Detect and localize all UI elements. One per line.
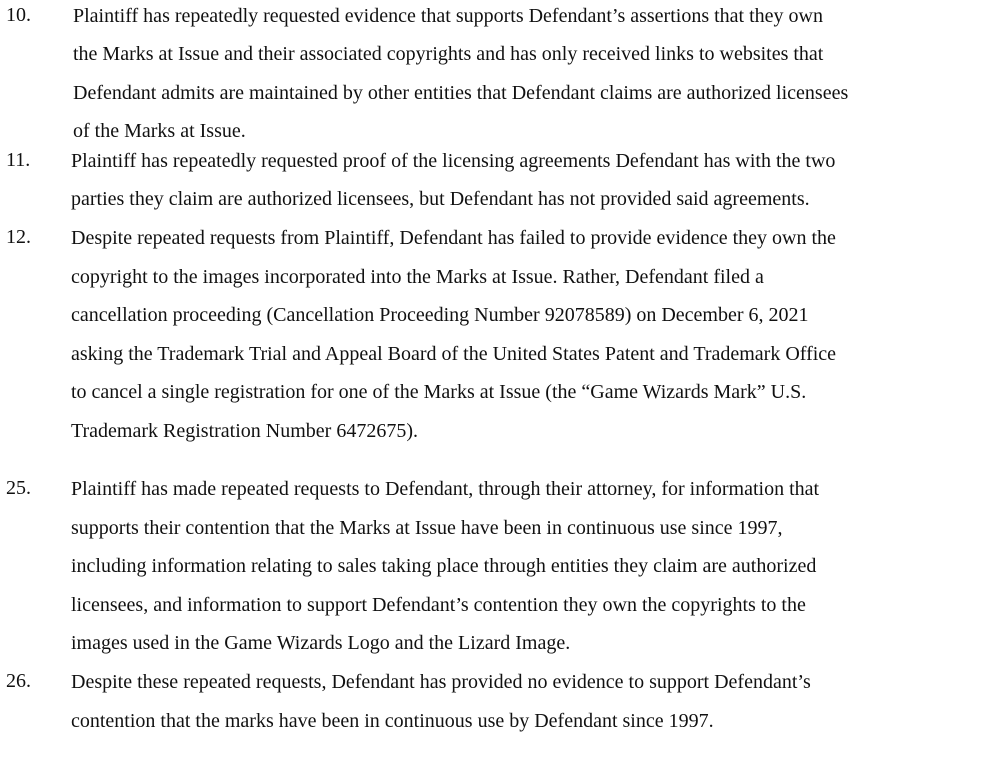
paragraph-line: including information relating to sales taking place through entities they claim are authorized	[71, 555, 817, 577]
paragraph-line: Despite these repeated requests, Defendant has provided no evidence to support Defendant’s	[71, 671, 811, 693]
paragraph-line: to cancel a single registration for one of the Marks at Issue (the “Game Wizards Mark” U.S.	[71, 381, 807, 403]
paragraph-line: Plaintiff has repeatedly requested evidence that supports Defendant’s assertions that they own	[73, 5, 823, 27]
paragraph-line: contention that the marks have been in continuous use by Defendant since 1997.	[71, 710, 714, 732]
paragraph-line: Defendant admits are maintained by other entities that Defendant claims are authorized licensees	[73, 82, 849, 104]
paragraph-number: 11.	[6, 149, 31, 171]
paragraph-number: 12.	[6, 226, 31, 248]
paragraph-line: of the Marks at Issue.	[73, 120, 246, 142]
paragraph-line: copyright to the images incorporated into the Marks at Issue. Rather, Defendant filed a	[71, 266, 764, 288]
paragraph-number: 10.	[6, 4, 31, 26]
paragraph-line: supports their contention that the Marks at Issue have been in continuous use since 1997,	[71, 517, 783, 539]
paragraph-line: parties they claim are authorized licensees, but Defendant has not provided said agreements.	[71, 188, 810, 210]
paragraph-line: Despite repeated requests from Plaintiff, Defendant has failed to provide evidence they own the	[71, 227, 836, 249]
paragraph-line: Plaintiff has made repeated requests to Defendant, through their attorney, for information that	[71, 478, 820, 500]
paragraph-line: the Marks at Issue and their associated copyrights and has only received links to websites that	[73, 43, 824, 65]
paragraph-number: 25.	[6, 477, 31, 499]
paragraph-line: Trademark Registration Number 6472675).	[71, 420, 418, 442]
paragraph-line: asking the Trademark Trial and Appeal Board of the United States Patent and Trademark Office	[71, 343, 837, 365]
paragraph-line: licensees, and information to support Defendant’s contention they own the copyrights to the	[71, 594, 806, 616]
paragraph-line: Plaintiff has repeatedly requested proof of the licensing agreements Defendant has with the two	[71, 150, 836, 172]
paragraph-line: cancellation proceeding (Cancellation Proceeding Number 92078589) on December 6, 2021	[71, 304, 809, 326]
paragraph-number: 26.	[6, 670, 31, 692]
paragraph-line: images used in the Game Wizards Logo and the Lizard Image.	[71, 632, 571, 654]
